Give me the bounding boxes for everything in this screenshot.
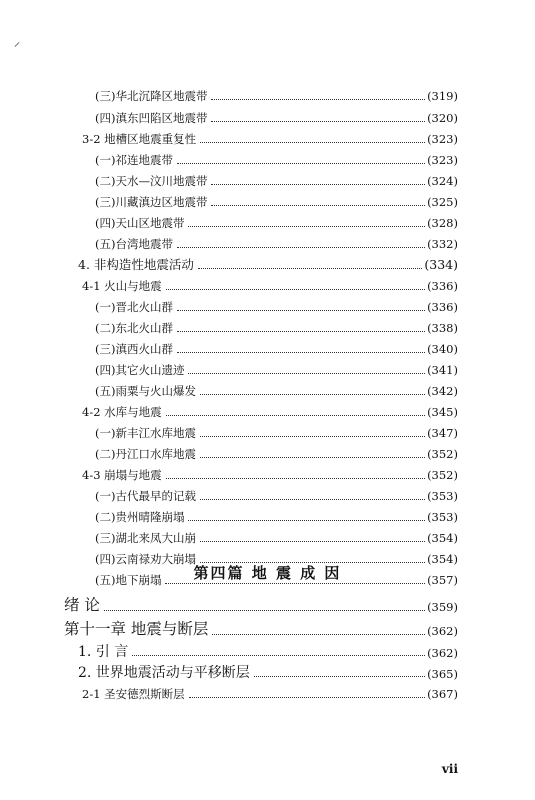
leader-dots <box>166 289 425 290</box>
toc-entry-label: (四)天山区地震带 <box>95 216 185 230</box>
toc-entry-label: 2-1 圣安德烈斯断层 <box>82 687 185 701</box>
toc-entry-page: (354) <box>427 531 458 545</box>
toc-entry-page: (325) <box>427 195 458 209</box>
part-heading: 第四篇 地 震 成 因 <box>193 564 342 582</box>
toc-entry-page: (352) <box>427 447 458 461</box>
toc-entry-page: (342) <box>427 384 458 398</box>
toc-entry-label: (二)东北火山群 <box>95 321 173 335</box>
toc-entry-page: (336) <box>427 300 458 314</box>
leader-dots <box>166 415 425 416</box>
leader-dots <box>211 205 425 206</box>
toc-entry-page: (345) <box>427 405 458 419</box>
page-number: vii <box>441 762 458 776</box>
toc-entry-label: (二)贵州晴隆崩塌 <box>95 510 185 524</box>
toc-entry <box>82 470 458 482</box>
leader-dots <box>200 394 425 395</box>
toc-entry-label: (三)川藏滇边区地震带 <box>95 195 208 209</box>
leader-dots <box>200 436 425 437</box>
toc-entry-label: 4-1 火山与地震 <box>82 279 162 293</box>
toc-entry-page: (359) <box>427 600 458 614</box>
toc-entry <box>95 428 458 440</box>
leader-dots <box>132 655 425 656</box>
toc-entry-label: 4. 非构造性地震活动 <box>78 257 194 272</box>
toc-entry <box>95 197 458 209</box>
toc-entry-page: (367) <box>427 687 458 701</box>
toc-entry <box>82 134 458 146</box>
toc-entry-page: (319) <box>427 89 458 103</box>
toc-entry-page: (328) <box>427 216 458 230</box>
toc-entry-label: (四)云南禄劝大崩塌 <box>95 552 196 566</box>
toc-entry <box>78 666 458 680</box>
toc-entry-label: (三)湖北来凤大山崩 <box>95 531 196 545</box>
toc-entry <box>95 155 458 167</box>
toc-entry <box>64 622 458 638</box>
leader-dots <box>189 697 425 698</box>
toc-entry <box>82 281 458 293</box>
toc-entry-page: (362) <box>427 624 458 638</box>
toc-entry-label: 绪 论 <box>64 596 100 614</box>
toc-entry-page: (365) <box>427 666 458 681</box>
leader-dots <box>177 163 425 164</box>
leader-dots <box>200 142 425 143</box>
toc-entry <box>95 323 458 335</box>
toc-entry-page: (340) <box>427 342 458 356</box>
toc-entry-page: (353) <box>427 489 458 503</box>
toc-entry-label: (五)雨粟与火山爆发 <box>95 384 196 398</box>
toc-entry-label: 第十一章 地震与断层 <box>64 620 209 638</box>
leader-dots <box>200 457 425 458</box>
toc-entry-page: (323) <box>427 153 458 167</box>
toc-entry <box>95 491 458 503</box>
toc-entry-label: 2. 世界地震活动与平移断层 <box>78 665 250 681</box>
leader-dots <box>212 634 425 635</box>
toc-entry-page: (336) <box>427 279 458 293</box>
leader-dots <box>177 247 425 248</box>
leader-dots <box>188 520 425 521</box>
toc-entry <box>95 344 458 356</box>
toc-entry <box>95 512 458 524</box>
toc-entry-label: (一)古代最早的记载 <box>95 489 196 503</box>
leader-dots <box>198 268 422 269</box>
toc-entry <box>95 239 458 251</box>
toc-entry <box>95 449 458 461</box>
toc-entry-page: (334) <box>424 257 458 272</box>
toc-entry-page: (354) <box>427 552 458 566</box>
toc-entry-page: (347) <box>427 426 458 440</box>
leader-dots <box>211 99 425 100</box>
toc-entry-label: (三)华北沉降区地震带 <box>95 89 208 103</box>
toc-entry <box>82 407 458 419</box>
toc-entry-label: (五)地下崩塌 <box>95 573 162 587</box>
scan-mark <box>15 42 20 47</box>
leader-dots <box>254 676 425 677</box>
leader-dots <box>177 331 425 332</box>
toc-entry-label: 4-2 水库与地震 <box>82 405 162 419</box>
toc-entry-label: (一)新丰江水库地震 <box>95 426 196 440</box>
toc-entry-label: (二)丹江口水库地震 <box>95 447 196 461</box>
toc-entry <box>82 689 458 701</box>
toc-entry-label: (一)晋北火山群 <box>95 300 173 314</box>
leader-dots <box>104 610 425 611</box>
toc-entry <box>95 176 458 188</box>
leader-dots <box>211 184 425 185</box>
toc-entry <box>95 533 458 545</box>
toc-entry <box>95 91 458 103</box>
leader-dots <box>177 352 425 353</box>
toc-entry-label: 1. 引 言 <box>78 644 129 660</box>
leader-dots <box>166 478 425 479</box>
toc-entry-page: (323) <box>427 132 458 146</box>
toc-entry-page: (320) <box>427 111 458 125</box>
toc-entry-page: (332) <box>427 237 458 251</box>
leader-dots <box>177 310 425 311</box>
toc-entry <box>95 113 458 125</box>
toc-entry <box>95 218 458 230</box>
toc-entry <box>95 365 458 377</box>
leader-dots <box>200 499 425 500</box>
toc-entry-page: (357) <box>427 573 458 587</box>
leader-dots <box>188 226 425 227</box>
leader-dots <box>200 541 425 542</box>
toc-entry-page: (341) <box>427 363 458 377</box>
toc-entry-label: 4-3 崩塌与地震 <box>82 468 162 482</box>
leader-dots <box>211 121 425 122</box>
toc-entry-page: (353) <box>427 510 458 524</box>
toc-entry-label: (四)滇东凹陷区地震带 <box>95 111 208 125</box>
toc-entry-label: 3-2 地槽区地震重复性 <box>82 132 197 146</box>
toc-entry <box>78 259 458 272</box>
toc-entry-page: (324) <box>427 174 458 188</box>
toc-entry-page: (352) <box>427 468 458 482</box>
toc-entry-label: (四)其它火山遗迹 <box>95 363 185 377</box>
toc-entry-label: (二)天水—汶川地震带 <box>95 174 208 188</box>
leader-dots <box>188 373 425 374</box>
toc-entry <box>95 302 458 314</box>
toc-entry-label: (一)祁连地震带 <box>95 153 173 167</box>
toc-entry <box>95 386 458 398</box>
toc-entry <box>78 645 458 659</box>
toc-entry-page: (338) <box>427 321 458 335</box>
toc-entry-page: (362) <box>427 645 458 660</box>
toc-entry <box>64 598 458 614</box>
toc-entry-label: (三)滇西火山群 <box>95 342 173 356</box>
toc-entry-label: (五)台湾地震带 <box>95 237 173 251</box>
